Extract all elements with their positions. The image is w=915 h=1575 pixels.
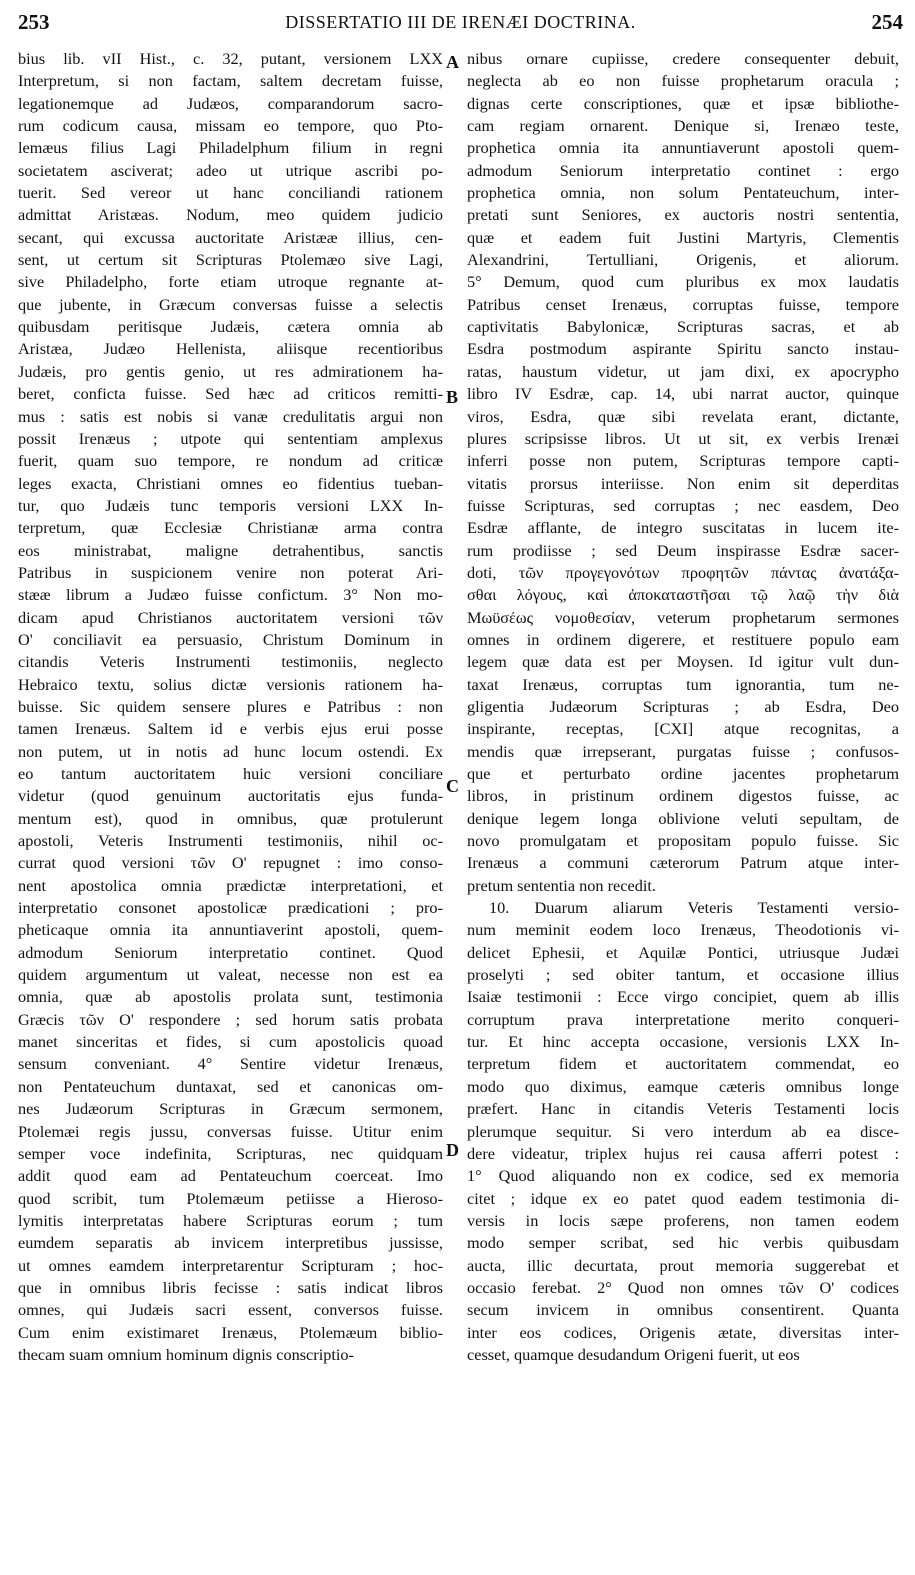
text-line: non putem, ut in notis ad hunc locum ostendi. Ex bbox=[18, 741, 443, 761]
text-line: fuisse Scripturas, sed corruptas ; nec easdem, Deo bbox=[467, 495, 899, 515]
text-line: pretati sunt Seniores, ex auctoris nostri sententia, bbox=[467, 205, 899, 225]
text-line: O' conciliavit ea persuasio, Christum Dominum in bbox=[18, 629, 443, 649]
text-line: sensum conveniant. 4° Sentire videtur Irenæus, bbox=[18, 1054, 443, 1074]
text-line: σθαι λόγους, καὶ ἀποκαταστῆσαι τῷ λαῷ τὴν διὰ bbox=[467, 585, 899, 605]
text-line: non Pentateuchum duntaxat, sed et canonicas om- bbox=[18, 1076, 443, 1096]
text-line: secant, qui excussa auctoritate Aristææ illius, cen- bbox=[18, 227, 443, 247]
margin-marker-c: C bbox=[446, 776, 459, 796]
page-number-left: 253 bbox=[18, 10, 50, 34]
text-line: nibus ornare cupiisse, credere consequenter debuit, bbox=[467, 49, 899, 68]
text-line: secum invicem in omnibus consentirent. Quanta bbox=[467, 1300, 899, 1320]
text-line: Alexandrini, Tertulliani, Origenis, et aliorum. bbox=[467, 250, 899, 270]
text-line: libros, in pristinum ordinem digestos fuisse, ac bbox=[467, 786, 899, 806]
page-header bbox=[18, 10, 903, 44]
text-line: Isaiæ testimonii : Ecce virgo concipiet, quem ab illis bbox=[467, 987, 899, 1007]
text-line: inter eos codices, Origenis ætate, diversitas inter- bbox=[467, 1322, 899, 1342]
text-line: neglecta ab eo non fuisse prophetarum oracula ; bbox=[467, 71, 899, 91]
text-line: tur. Et hinc accepta occasione, versionis LXX In- bbox=[467, 1032, 899, 1052]
text-line: captivitatis Babylonicæ, Scripturas sacras, et ab bbox=[467, 317, 899, 337]
page-number-right: 254 bbox=[871, 10, 903, 34]
text-line: interpretatio consonet apostolicæ prædicationi ; pro- bbox=[18, 898, 443, 918]
text-line: taxat Irenæus, corruptas tum ignorantia, tum ne- bbox=[467, 674, 899, 694]
text-line: sent, ut certum sit Scripturas Ptolemæo sive Lagi, bbox=[18, 250, 443, 270]
text-line: 10. Duarum aliarum Veteris Testamenti versio- bbox=[489, 898, 899, 918]
text-line: currat quod versioni τῶν O' repugnet : imo conso- bbox=[18, 853, 443, 873]
text-line: lymitis interpretatas habere Scripturas eorum ; tum bbox=[18, 1210, 443, 1230]
text-line: inferri posse non putem, Scripturas tempore capti- bbox=[467, 451, 899, 471]
text-line: inspirante, receptas, [CXI] atque recognitas, a bbox=[467, 719, 899, 739]
text-line: thecam suam omnium hominum dignis conscriptio- bbox=[18, 1344, 354, 1364]
text-line: Esdra postmodum aspirante Spiritu sancto instau- bbox=[467, 339, 899, 359]
running-title: DISSERTATIO III DE IRENÆI DOCTRINA. bbox=[285, 12, 636, 32]
text-line: videtur (quod genuinum auctoritatis ejus funda- bbox=[18, 786, 443, 806]
text-line: plerumque sequitur. Si vero interdum ab ea disce- bbox=[467, 1121, 899, 1141]
text-line: Esdræ afflante, de integro suscitatas in lucem ite- bbox=[467, 518, 899, 538]
right-column bbox=[467, 48, 899, 1366]
text-line: sive Philadelpho, forte etiam utroque regnante at- bbox=[18, 272, 443, 292]
text-line: aucta, illic decurtata, prout memoria suggerebat et bbox=[467, 1255, 899, 1275]
text-line: Μωϋσέως νομοθεσίαν, veterum prophetarum sermones bbox=[467, 607, 899, 627]
text-line: Patribus in suspicionem venire non poterat Ari- bbox=[18, 562, 443, 582]
text-line: que jubente, in Græcum conversas fuisse a selectis bbox=[18, 294, 443, 314]
text-line: possit Irenæus ; utpote qui sententiam amplexus bbox=[18, 428, 443, 448]
text-line: admodum Seniorum interpretatio continet. Quod bbox=[18, 942, 443, 962]
text-line: ratas, haustum videtur, ut jam dixi, ex apocrypho bbox=[467, 361, 899, 381]
text-line: Hebraico textu, solius dictæ versionis rationem ha- bbox=[18, 674, 443, 694]
text-line: præfert. Hanc in citandis Veteris Testamenti locis bbox=[467, 1099, 899, 1119]
text-line: occasio ferebat. 2° Quod non omnes τῶν O' codices bbox=[467, 1277, 899, 1297]
text-line: viros, Esdra, quæ sibi revelata erant, dictante, bbox=[467, 406, 899, 426]
text-line: lemæus filius Lagi Philadelphum filium in regni bbox=[18, 138, 443, 158]
text-line: quod scribit, tum Ptolemæum petiisse a Hieroso- bbox=[18, 1188, 443, 1208]
text-line: Ptolemæi regis jussu, conversas fuisse. Utitur enim bbox=[18, 1121, 443, 1141]
text-line: Græcis τῶν O' respondere ; sed horum satis probata bbox=[18, 1009, 443, 1029]
text-line: nent apostolica omnia prædictæ interpretationi, et bbox=[18, 875, 443, 895]
text-line: stææ librum a Judæo fuisse confictum. 3° Non mo- bbox=[18, 585, 443, 605]
text-line: rum prodiisse ; sed Deum inspirasse Esdræ sacer- bbox=[467, 540, 899, 560]
text-line: omnes in ordinem digerere, et restituere populo eam bbox=[467, 629, 899, 649]
text-line: mendis quæ irrepserant, purgatas fuisse ; confusos- bbox=[467, 741, 899, 761]
text-line: eos ministrabat, maligne detrahentibus, sanctis bbox=[18, 540, 443, 560]
text-line: dere videatur, triplex hujus rei causa afferri potest : bbox=[467, 1143, 899, 1163]
text-line: citandis Veteris Instrumenti testimoniis, neglecto bbox=[18, 652, 443, 672]
text-line: novo promulgatam et propositam populo fuisse. Sic bbox=[467, 831, 899, 851]
text-line: ut omnes eamdem interpretarentur Scripturam ; hoc- bbox=[18, 1255, 443, 1275]
text-line: Cum enim existimaret Irenæus, Ptolemæum biblio- bbox=[18, 1322, 443, 1342]
text-line: plures scripsisse libros. Ut ut sit, ex verbis Irenæi bbox=[467, 428, 899, 448]
text-line: eo tantum auctoritatem huic versioni conciliare bbox=[18, 764, 443, 783]
text-line: modo semper scribat, sed hic verbis quibusdam bbox=[467, 1233, 899, 1253]
text-line: addit quod eam ad Pentateuchum coerceat. Imo bbox=[18, 1166, 443, 1186]
text-line: citet ; idque ex eo patet quod eadem testimonia di- bbox=[467, 1188, 899, 1208]
text-line: mentum est), quod in omnibus, quæ protulerunt bbox=[18, 808, 443, 828]
text-line: vitatis prorsus interiisse. Non enim sit deperditas bbox=[467, 473, 899, 493]
text-line: prophetica omnia, non solum Pentateuchum, inter- bbox=[467, 183, 899, 203]
text-line: admodum Seniorum interpretatio continet : ergo bbox=[467, 160, 899, 180]
text-line: societatem asciverat; adeo ut utrique ascribi po- bbox=[18, 160, 443, 180]
text-line: omnia, quæ ab apostolis prolata sunt, testimonia bbox=[18, 987, 443, 1007]
text-line: que et perturbato ordine jacentes prophetarum bbox=[467, 764, 899, 783]
text-line: num meminit eodem loco Irenæus, Theodotionis vi- bbox=[467, 920, 899, 940]
text-line: omnes, qui Judæis sacri essent, conversos fuisse. bbox=[18, 1300, 443, 1320]
left-column bbox=[18, 48, 443, 1366]
text-line: delicet Ephesii, et Aquilæ Pontici, utriusque Judæi bbox=[467, 942, 899, 962]
text-line: Interpretum, si non factam, saltem decretam fuisse, bbox=[18, 71, 443, 91]
text-line: eumdem separatis ab invicem interpretibus jussisse, bbox=[18, 1233, 443, 1253]
text-line: gligentia Judæorum Scripturas ; ab Esdra, Deo bbox=[467, 696, 899, 716]
text-line: quidem argumentum ut valeat, necesse non est ea bbox=[18, 965, 443, 985]
text-line: apostoli, Veteris Instrumenti testimoniis, nihil oc- bbox=[18, 831, 443, 851]
text-line: cesset, quamque desudandum Origeni fuerit, ut eos bbox=[467, 1344, 800, 1364]
margin-marker-a: A bbox=[446, 52, 459, 72]
text-line: que in omnibus libris fecisse : satis indicat libros bbox=[18, 1277, 443, 1297]
margin-marker-d: D bbox=[446, 1140, 459, 1160]
text-line: Irenæus a communi cæterorum Patrum atque inter- bbox=[467, 853, 899, 873]
text-line: legem quæ data est per Moysen. Id igitur vult dun- bbox=[467, 652, 899, 672]
text-line: buisse. Sic quidem sensere plures e Patribus : non bbox=[18, 696, 443, 716]
text-line: tuerit. Sed vereor ut hanc conciliandi rationem bbox=[18, 183, 443, 203]
margin-marker-b: B bbox=[446, 387, 459, 407]
text-line: libro IV Esdræ, cap. 14, ubi narrat auctor, quinque bbox=[467, 384, 899, 404]
text-line: prophetica omnia ita annuntiaverunt apostoli quem- bbox=[467, 138, 899, 158]
text-line: 5° Demum, quod cum pluribus ex mox laudatis bbox=[467, 272, 899, 292]
text-line: quæ et eadem fuit Justini Martyris, Clementis bbox=[467, 227, 899, 247]
text-line: legationemque ad Judæos, comparandorum sacro- bbox=[18, 93, 443, 113]
text-line: terpretum fidem et auctoritatem commendat, eo bbox=[467, 1054, 899, 1074]
text-line: rum codicum causa, missam eo tempore, quo Pto- bbox=[18, 116, 443, 136]
text-line: tur, quo Judæis tunc temporis versioni LXX In- bbox=[18, 495, 443, 515]
text-line: manet sinceritas et fides, si cum apostolicis quoad bbox=[18, 1032, 443, 1052]
text-line: proselyti ; sed obiter tantum, et occasione illius bbox=[467, 965, 899, 985]
text-line: cam regiam ornarent. Denique si, Irenæo teste, bbox=[467, 116, 899, 136]
text-line: bius lib. vII Hist., c. 32, putant, versionem LXX bbox=[18, 49, 443, 68]
text-line: pheticaque omnia ita annuntiaverint apostoli, quem- bbox=[18, 920, 443, 940]
text-line: Judæis, pro gentis genio, ut res admirationem ha- bbox=[18, 361, 443, 381]
text-line: terpretum, quæ Ecclesiæ Christianæ arma contra bbox=[18, 518, 443, 538]
text-line: tamen Irenæus. Saltem id e verbis ejus erui posse bbox=[18, 719, 443, 739]
text-line: Patribus censet Irenæus, corruptas fuisse, tempore bbox=[467, 294, 899, 314]
text-line: denique legem longa oblivione veluti sepultam, de bbox=[467, 808, 899, 828]
text-line: modo quo diximus, eamque cæteris omnibus longe bbox=[467, 1076, 899, 1096]
text-line: corruptum prava interpretatione merito conqueri- bbox=[467, 1009, 899, 1029]
text-line: semper voce indefinita, Scripturas, nec quidquam bbox=[18, 1143, 443, 1163]
text-line: fuerit, quam suo tempore, re nondum ad criticæ bbox=[18, 451, 443, 471]
text-line: pretum sententia non recedit. bbox=[467, 875, 656, 895]
text-line: Aristæa, Judæo Hellenista, aliisque recentioribus bbox=[18, 339, 443, 359]
text-line: beret, conficta fuisse. Sed hæc ad criticos remitti- bbox=[18, 384, 443, 404]
text-line: doti, τῶν προγεγονότων προφητῶν πάντας ἀνατάξα- bbox=[467, 562, 899, 582]
text-line: leges exacta, Christiani omnes eo fidentius tueban- bbox=[18, 473, 443, 493]
text-line: nes Judæorum Scripturas in Græcum sermonem, bbox=[18, 1099, 443, 1119]
text-line: admittat Aristæas. Nodum, meo quidem judicio bbox=[18, 205, 443, 225]
text-line: versis in locis sæpe proferens, non tamen eodem bbox=[467, 1210, 899, 1230]
text-line: dignas certe conscriptiones, quæ et ipsæ bibliothe- bbox=[467, 93, 899, 113]
text-line: dicam apud Christianos auctoritatem versioni τῶν bbox=[18, 607, 443, 627]
text-line: 1° Quod aliquando non ex codice, sed ex memoria bbox=[467, 1166, 899, 1186]
text-line: mus : satis est nobis si vanæ credulitatis argui non bbox=[18, 406, 443, 426]
text-line: quibusdam peritisque Judæis, cætera omnia ab bbox=[18, 317, 443, 337]
